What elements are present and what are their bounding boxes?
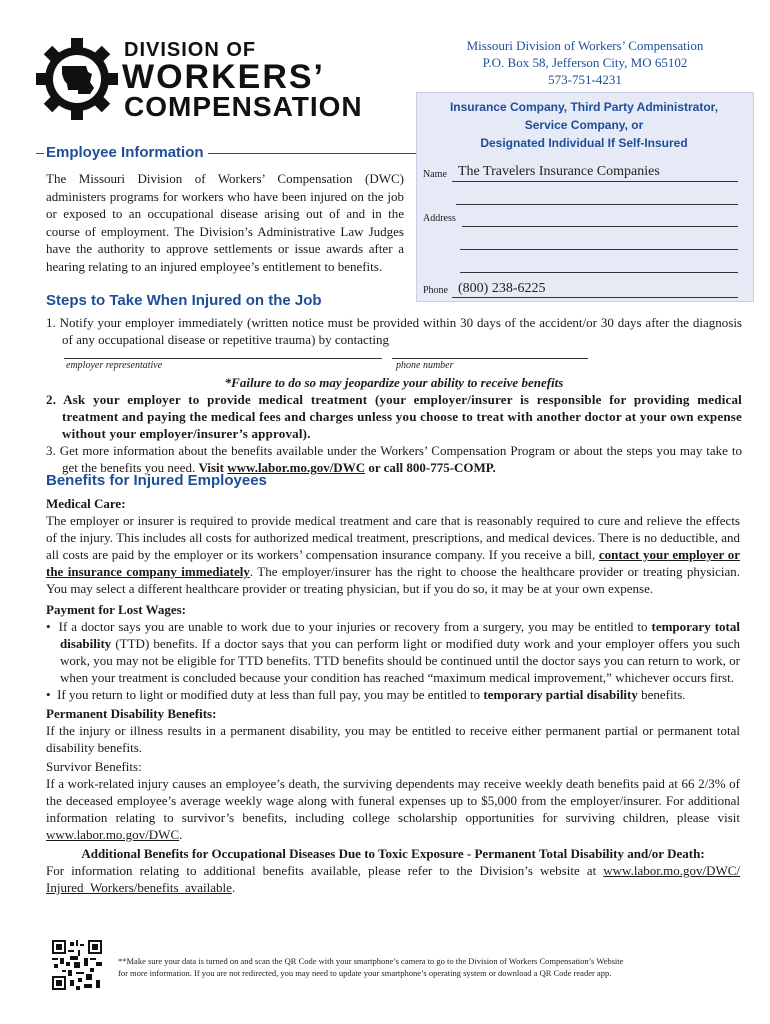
medical-text-b: . The employer/insurer has the right to choose the healthcare provider or treating physician. You may select a different healthcare provider or treating physician, but if you do so, it may be at your own expense. xyxy=(46,564,740,596)
name-line xyxy=(452,181,738,182)
step-3 xyxy=(46,442,742,476)
header-phone: 573-751-4231 xyxy=(548,72,622,87)
survivor-text-a: If a work-related injury causes an employee’s death, the surviving dependents may receive weekly death benefits paid at 66 2/3% of the deceased employee’s average weekly wage along with funeral expenses up to $5,000 from the employer/insurer. For additional information relating to survivor’s benefits, including college scholarship opportunities for surviving children, please visit xyxy=(46,776,740,825)
dwc-link[interactable]: www.labor.mo.gov/DWC xyxy=(227,460,366,475)
medical-text xyxy=(46,512,740,597)
bullet-icon: • xyxy=(46,687,58,702)
lost1-b: (TTD) benefits. If a doctor says that you can perform light or modified duty work and your employer offers you such work, you may not be eligible for TTD benefits. TTD benefits should be continued until the doctor says you can return to work, or when your treatment is concluded because your condition has reached “maximum medical improvement,” whichever occurs first. xyxy=(60,636,740,685)
logo-line2: WORKERS’ xyxy=(122,58,325,96)
lost2-a: If you return to light or modified duty at less than full pay, you may be entitled to xyxy=(57,687,481,702)
steps-list xyxy=(46,314,742,476)
lost2-b: benefits. xyxy=(641,687,686,702)
name-line-2 xyxy=(456,204,738,205)
survivor-text: If a work-related injury causes an employee’s death, the surviving dependents may receive weekly death benefits paid at 66 2/3% of the deceased employee’s average weekly wage along with funeral expenses up to $5,000 from the employer/insurer. For additional information relating to survivor’s benefits, including college scholarship opportunities for surviving children, please visit www.labor.mo.gov/DWC. xyxy=(46,776,740,842)
phone-field[interactable]: (800) 238-6225 xyxy=(458,281,546,296)
phone-label: Phone xyxy=(423,285,448,296)
footer-note-1: **Make sure your data is turned on and scan the QR Code with your smartphone’s camera to go to the Division of Workers Compensation’s Website xyxy=(118,956,624,966)
employer-rep-label: employer representative xyxy=(66,360,163,371)
phone-number-line[interactable] xyxy=(392,358,588,359)
permanent-heading: Permanent Disability Benefits: xyxy=(46,706,217,721)
benefits-body xyxy=(46,495,740,896)
address-label: Address xyxy=(423,213,456,224)
additional-text: For information relating to additional benefits available, please refer to the Division’s website at www.labor.mo.gov/DWC/ Injured_Workers/benefits_available. xyxy=(46,863,741,895)
medical-text-a: The employer or insurer is required to provide medical treatment and care that is reasonably required to cure and relieve the effects of the injury. This includes all costs for authorized medical treatment, prescriptions, and medical devices. There is no deductible, and all costs are paid by the employer or its workers’ compensation insurance company. If you receive a bill, xyxy=(46,513,740,562)
lost-wages-bullet-2 xyxy=(46,686,740,703)
dwc-logo xyxy=(34,36,364,126)
warning-text: *Failure to do so may jeopardize your ability to receive benefits xyxy=(224,375,564,390)
bullet-icon: • xyxy=(46,619,59,634)
logo-line1: DIVISION OF xyxy=(124,39,257,61)
address-line-1[interactable] xyxy=(462,226,738,227)
header-po: P.O. Box 58, Jefferson City, MO 65102 xyxy=(482,55,688,70)
contact-fields xyxy=(46,348,742,374)
phone-line xyxy=(452,297,738,298)
lost1-a: If a doctor says you are unable to work due to your injuries or recovery from a surgery, you may be entitled to xyxy=(58,619,648,634)
steps-heading: Steps to Take When Injured on the Job xyxy=(46,292,322,309)
lost-wages-bullet-1 xyxy=(46,618,740,686)
header-address xyxy=(420,37,750,88)
insurer-title-2: Service Company, or xyxy=(524,118,644,132)
qr-code-icon[interactable] xyxy=(52,940,102,990)
header-org: Missouri Division of Workers’ Compensation xyxy=(466,38,704,53)
lost1-bold: temporary total disability xyxy=(60,619,740,651)
phone-number-label: phone number xyxy=(396,360,454,371)
survivor-heading: Survivor Benefits: xyxy=(46,759,142,774)
employee-info-heading: Employee Information xyxy=(44,144,208,161)
lost2-bold: temporary partial disability xyxy=(483,687,638,702)
additional-link[interactable]: www.labor.mo.gov/DWC/ Injured_Workers/benefits_available xyxy=(46,863,741,895)
footer-note-2: for more information. If you are not redirected, you may need to update your smartphone’s operating system or download a QR Code reader app. xyxy=(118,968,612,978)
name-field[interactable]: The Travelers Insurance Companies xyxy=(458,164,660,179)
step-3-visit: Visit xyxy=(198,460,224,475)
name-label: Name xyxy=(423,169,447,180)
survivor-link[interactable]: www.labor.mo.gov/DWC xyxy=(46,827,180,842)
insurer-title-3: Designated Individual If Self-Insured xyxy=(480,136,688,150)
step-2: 2. Ask your employer to provide medical treatment (your employer/insurer is responsible for providing medical treatment and paying the medical fees and charges unless you choose to treat with another doctor at your own expense without your employer/insurer’s approval). xyxy=(46,392,742,441)
contact-employer-text: contact your employer or the insurance company immediately xyxy=(46,547,740,579)
employer-rep-line[interactable] xyxy=(64,358,382,359)
address-line-3[interactable] xyxy=(460,272,738,273)
additional-text-a: For information relating to additional benefits available, please refer to the Division’s website at xyxy=(46,863,597,878)
logo-line3: COMPENSATION xyxy=(124,91,363,122)
employee-info-text: The Missouri Division of Workers’ Compensation (DWC) administers programs for workers who have been injured on the job or exposed to an occupational disease arising out of and in the course of employment. The Division’s Administrative Law Judges have the authority to approve settlements or issue awards after a hearing relating to an injured employee’s entitlement to benefits. xyxy=(46,171,404,274)
footer-note xyxy=(118,955,738,979)
benefits-heading: Benefits for Injured Employees xyxy=(46,472,267,489)
step-3-text: 3. Get more information about the benefits available under the Workers’ Compensation Program or about the steps you may take to get the benefits you need. xyxy=(46,443,742,475)
permanent-text: If the injury or illness results in a permanent disability, you may be entitled to receive either permanent partial or permanent total disability benefits. xyxy=(46,723,740,755)
step-3-call: or call 800-775-COMP. xyxy=(368,460,496,475)
address-line-2[interactable] xyxy=(460,249,738,250)
step-1: 1. Notify your employer immediately (written notice must be provided within 30 days of the accident/or 30 days after the diagnosis of any occupational disease or repetitive trauma) by contacting xyxy=(46,315,742,347)
insurer-box-title xyxy=(416,98,752,152)
additional-heading: Additional Benefits for Occupational Diseases Due to Toxic Exposure - Permanent Total Disability and/or Death: xyxy=(81,846,705,861)
insurer-title-1: Insurance Company, Third Party Administrator, xyxy=(449,100,719,114)
gear-missouri-icon xyxy=(34,36,120,122)
medical-heading: Medical Care: xyxy=(46,496,126,511)
lost-wages-heading: Payment for Lost Wages: xyxy=(46,602,186,617)
